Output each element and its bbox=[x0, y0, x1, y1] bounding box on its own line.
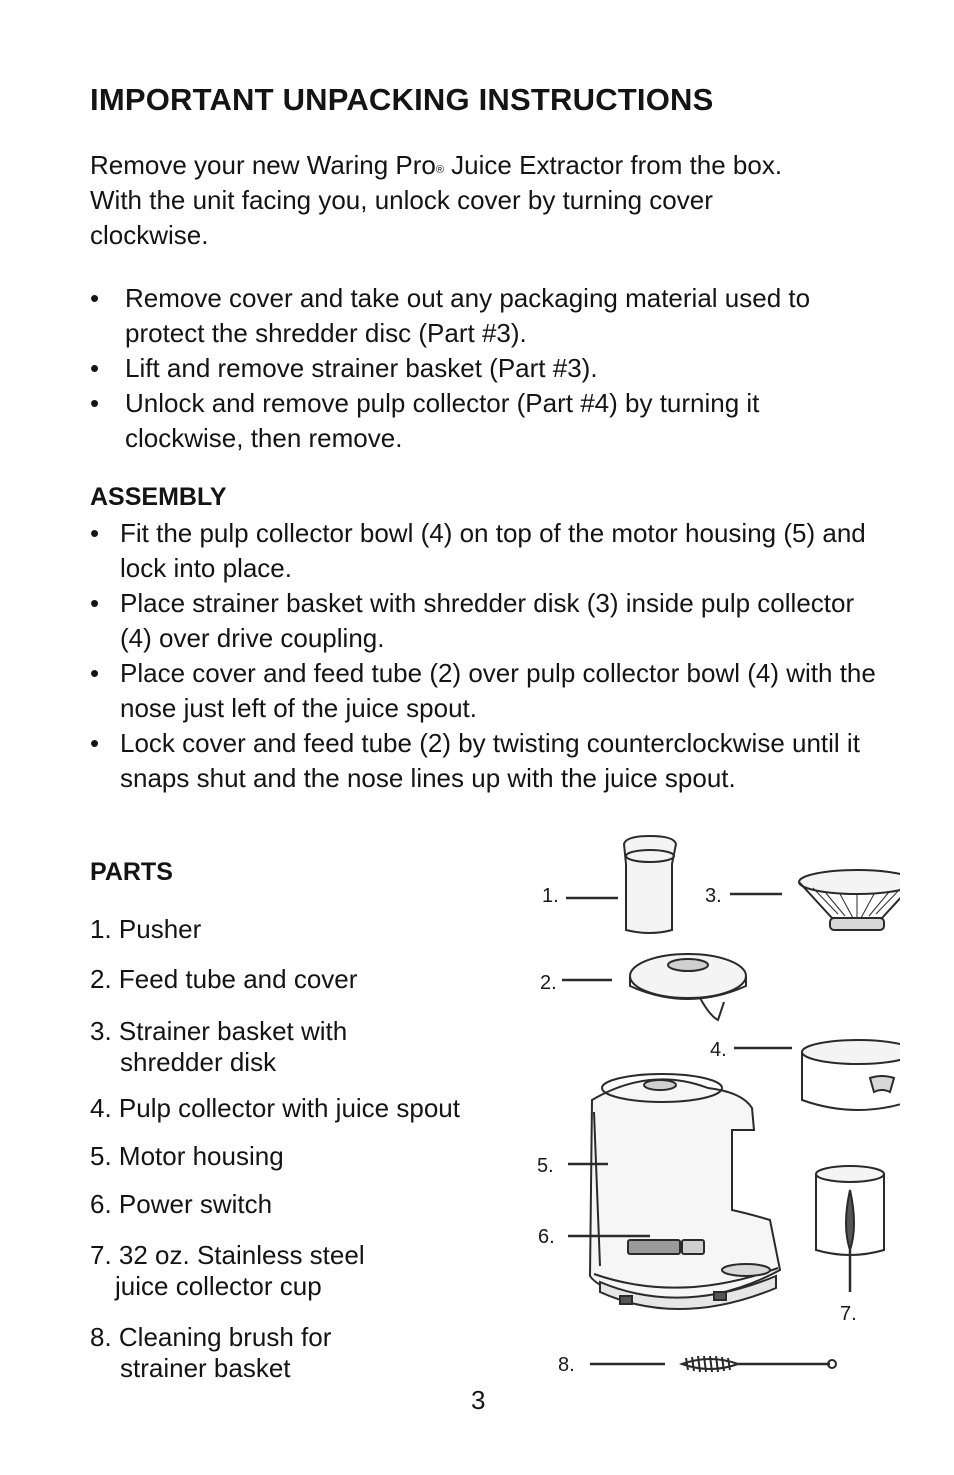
bullet-icon: • bbox=[90, 728, 100, 758]
diagram-label-7: 7. bbox=[840, 1303, 857, 1325]
bullet-icon: • bbox=[90, 283, 100, 313]
assembly-list bbox=[90, 516, 880, 796]
list-item-text: Lock cover and feed tube (2) by twisting counterclockwise until it snaps shut and the nose lines up with the juice spout. bbox=[120, 728, 860, 793]
bullet-icon: • bbox=[90, 388, 100, 418]
cleaning-brush-drawing bbox=[682, 1356, 836, 1372]
diagram-label-2: 2. bbox=[540, 972, 557, 994]
feed-tube-cover-drawing bbox=[630, 954, 746, 1020]
bullet-icon: • bbox=[90, 658, 100, 688]
list-item bbox=[90, 386, 860, 456]
diagram-label-6: 6. bbox=[538, 1226, 555, 1248]
list-item-text: Lift and remove strainer basket (Part #3). bbox=[125, 353, 598, 383]
diagram-label-4: 4. bbox=[710, 1039, 727, 1061]
intro-paragraph bbox=[90, 148, 830, 253]
part-item bbox=[90, 1141, 284, 1172]
part-item bbox=[90, 914, 201, 945]
diagram-label-8: 8. bbox=[558, 1354, 575, 1376]
part-item-text: 5. Motor housing bbox=[90, 1141, 284, 1171]
part-item-text: 3. Strainer basket with bbox=[90, 1016, 348, 1046]
motor-housing-drawing bbox=[590, 1074, 780, 1309]
part-item-text: 7. 32 oz. Stainless steel bbox=[90, 1240, 365, 1270]
diagram-label-5: 5. bbox=[537, 1155, 554, 1177]
bullet-icon: • bbox=[90, 588, 100, 618]
intro-text-end: Juice Extractor from the box. With the unit facing you, unlock cover by turning cover clockwise. bbox=[90, 150, 783, 250]
bullet-icon: • bbox=[90, 518, 100, 548]
list-item-text: Unlock and remove pulp collector (Part #4) by turning it clockwise, then remove. bbox=[125, 388, 760, 453]
part-item bbox=[90, 964, 357, 995]
list-item-text: Remove cover and take out any packaging material used to protect the shredder disc (Part #3). bbox=[125, 283, 811, 348]
part-item bbox=[90, 1016, 347, 1078]
diagram-label-1: 1. bbox=[542, 885, 559, 907]
strainer-basket-drawing bbox=[799, 870, 900, 930]
parts-heading: PARTS bbox=[90, 858, 173, 886]
list-item bbox=[90, 351, 860, 386]
list-item bbox=[90, 656, 880, 726]
list-item bbox=[90, 726, 880, 796]
part-item-text: 4. Pulp collector with juice spout bbox=[90, 1093, 460, 1123]
diagram-label-3: 3. bbox=[705, 885, 722, 907]
list-item bbox=[90, 516, 880, 586]
part-item bbox=[90, 1240, 365, 1302]
pusher-drawing bbox=[624, 836, 676, 933]
part-item bbox=[90, 1189, 272, 1220]
unpacking-list bbox=[90, 281, 860, 456]
parts-diagram bbox=[520, 830, 900, 1390]
list-item bbox=[90, 281, 860, 351]
part-item bbox=[90, 1093, 460, 1124]
page-number: 3 bbox=[471, 1385, 486, 1415]
part-item-text-continued: strainer basket bbox=[120, 1353, 291, 1383]
part-item-text: 6. Power switch bbox=[90, 1189, 273, 1219]
page-title: IMPORTANT UNPACKING INSTRUCTIONS bbox=[90, 82, 714, 117]
list-item-text: Fit the pulp collector bowl (4) on top of the motor housing (5) and lock into place. bbox=[120, 518, 866, 583]
part-item-text: 1. Pusher bbox=[90, 914, 202, 944]
list-item-text: Place cover and feed tube (2) over pulp collector bowl (4) with the nose just left of the juice spout. bbox=[120, 658, 876, 723]
assembly-heading: ASSEMBLY bbox=[90, 483, 227, 511]
intro-text-start: Remove your new Waring Pro bbox=[90, 150, 436, 180]
list-item bbox=[90, 586, 880, 656]
pulp-collector-drawing bbox=[802, 1040, 900, 1110]
part-item-text: 2. Feed tube and cover bbox=[90, 964, 358, 994]
bullet-icon: • bbox=[90, 353, 100, 383]
part-item-text: 8. Cleaning brush for bbox=[90, 1322, 332, 1352]
registered-mark: ® bbox=[435, 164, 444, 176]
juice-cup-drawing bbox=[816, 1166, 884, 1255]
part-item-text-continued: juice collector cup bbox=[115, 1271, 322, 1301]
part-item-text-continued: shredder disk bbox=[120, 1047, 277, 1077]
part-item bbox=[90, 1322, 331, 1384]
list-item-text: Place strainer basket with shredder disk (3) inside pulp collector (4) over drive coupling. bbox=[120, 588, 855, 653]
